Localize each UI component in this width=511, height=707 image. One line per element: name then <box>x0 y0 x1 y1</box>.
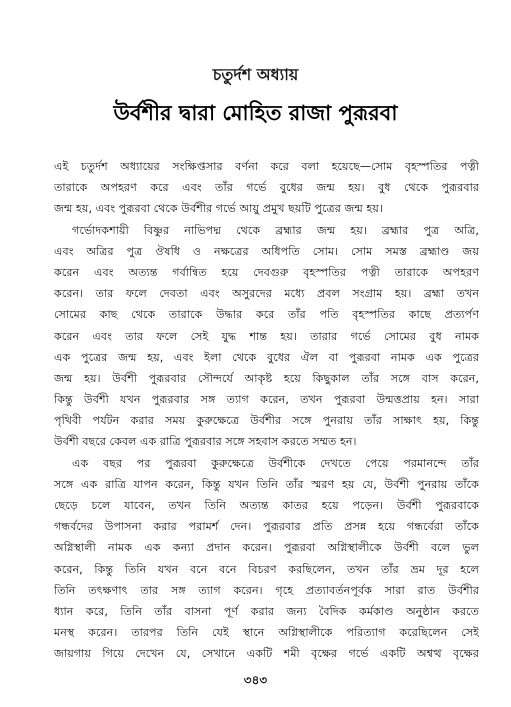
text-line: গর্ভোদকশায়ী বিষ্ণুর নাভিপদ্ম থেকে ব্রহ্মার জন্ম হয়। ব্রহ্মার পুত্র অত্রি, <box>72 223 479 237</box>
text-line: করেন এবং তার ফলে সেই যুদ্ধ শান্ত হয়। তারার গর্ভে সোমের বুধ নামক <box>54 329 479 343</box>
text-line: জায়গায় গিয়ে দেখেন যে, সেখানে একটি শমী বৃক্ষের গর্ভে একটি অশ্বত্থ বৃক্ষের <box>54 647 479 661</box>
text-line: গন্ধর্বদের উপাসনা করার পরামর্শ দেন। পুরূরবার প্রতি প্রসন্ন হয়ে গন্ধর্বেরা তাঁকে <box>54 520 479 534</box>
text-line: এবং অত্রির পুত্র ঔষধি ও নক্ষত্রের অধিপতি সোম। সোম সমস্ত ব্রহ্মাণ্ড জয় <box>54 244 479 258</box>
chapter-title: উর্বশীর দ্বারা মোহিত রাজা পুরূরবা <box>113 101 398 125</box>
text-line: সঙ্গে এক রাত্রি যাপন করেন, কিন্তু যখন তিনি তাঁর স্মরণ হয় যে, উর্বশী পুনরায় তাঁকে <box>54 477 479 491</box>
text-line: পৃথিবী পর্যটন করার সময় কুরুক্ষেত্রে উর্বশীর সঙ্গে পুনরায় তাঁর সাক্ষাৎ হয়, কিন্তু <box>54 414 479 428</box>
text-line: করেন এবং অত্যন্ত গর্বান্বিত হয়ে দেবগুরু বৃহস্পতির পত্নী তারাকে অপহরণ <box>54 265 479 279</box>
text-line: জন্ম হয়, এবং পুরূরবা থেকে উর্বশীর গর্ভে আয়ু প্রমুখ ছয়টি পুত্রের জন্ম হয়। <box>54 202 383 216</box>
text-line: করেন, কিন্তু তিনি যখন বনে বনে বিচরণ করছিলেন, তখন তাঁর ভ্রম দূর হলে <box>54 562 479 576</box>
text-line: এই চতুর্দশ অধ্যায়ের সংক্ষিপ্তসার বর্ণনা করে বলা হয়েছে—সোম বৃহস্পতির পত্নী <box>54 160 479 173</box>
text-line: তিনি তৎক্ষণাৎ তার সঙ্গ ত্যাগ করেন। গৃহে প্রত্যাবর্তনপূর্বক সারা রাত উর্বশীর <box>54 583 479 597</box>
text-line: সোমের কাছ থেকে তারাকে উদ্ধার করে তাঁর পতি বৃহস্পতির কাছে প্রত্যর্পণ <box>54 308 479 322</box>
text-line: ধ্যান করে, তিনি তাঁর বাসনা পূর্ণ করার জন্য বৈদিক কর্মকাণ্ড অনুষ্ঠান করতে <box>54 604 479 618</box>
chapter-label: চতুর্দশ অধ্যায় <box>212 65 299 84</box>
text-line: করেন। তার ফলে দেবতা এবং অসুরদের মধ্যে প্রবল সংগ্রাম হয়। ব্রহ্মা তখন <box>54 287 479 301</box>
text-line: উর্বশী বছরে কেবল এক রাত্রি পুরূরবার সঙ্গে সহবাস করতে সম্মত হন। <box>54 435 357 449</box>
page-number: ৩৪৩ <box>243 673 268 687</box>
text-line: এক বছর পর পুরূরবা কুরুক্ষেত্রে উর্বশীকে দেখতে পেয়ে পরমানন্দে তাঁর <box>72 456 479 470</box>
text-line: ছেড়ে চলে যাবেন, তখন তিনি অত্যন্ত কাতর হয়ে পড়েন। উর্বশী পুরূরবাকে <box>54 499 479 512</box>
summary-body-text <box>54 156 479 665</box>
text-line: তারাকে অপহরণ করে এবং তাঁর গর্ভে বুধের জন্ম হয়। বুধ থেকে পুরূরবার <box>54 181 479 195</box>
text-line: এক পুত্রের জন্ম হয়, এবং ইলা থেকে বুধের ঐল বা পুরূরবা নামক এক পুত্রের <box>54 350 479 364</box>
text-line: অগ্নিস্থালী নামক এক কন্যা প্রদান করেন। পুরূরবা অগ্নিস্থালীকে উর্বশী বলে ভুল <box>54 541 479 555</box>
text-line: কিন্তু উর্বশী যখন পুরূরবার সঙ্গ ত্যাগ করেন, তখন পুরূরবা উন্মত্তপ্রায় হন। সারা <box>54 393 479 407</box>
text-line: জন্ম হয়। উর্বশী পুরূরবার সৌন্দর্যে আকৃষ্ট হয়ে কিছুকাল তাঁর সঙ্গে বাস করেন, <box>54 371 479 385</box>
text-line: মনস্থ করেন। তারপর তিনি যেই স্থানে অগ্নিস্থালীকে পরিত্যাগ করেছিলেন সেই <box>54 626 479 640</box>
